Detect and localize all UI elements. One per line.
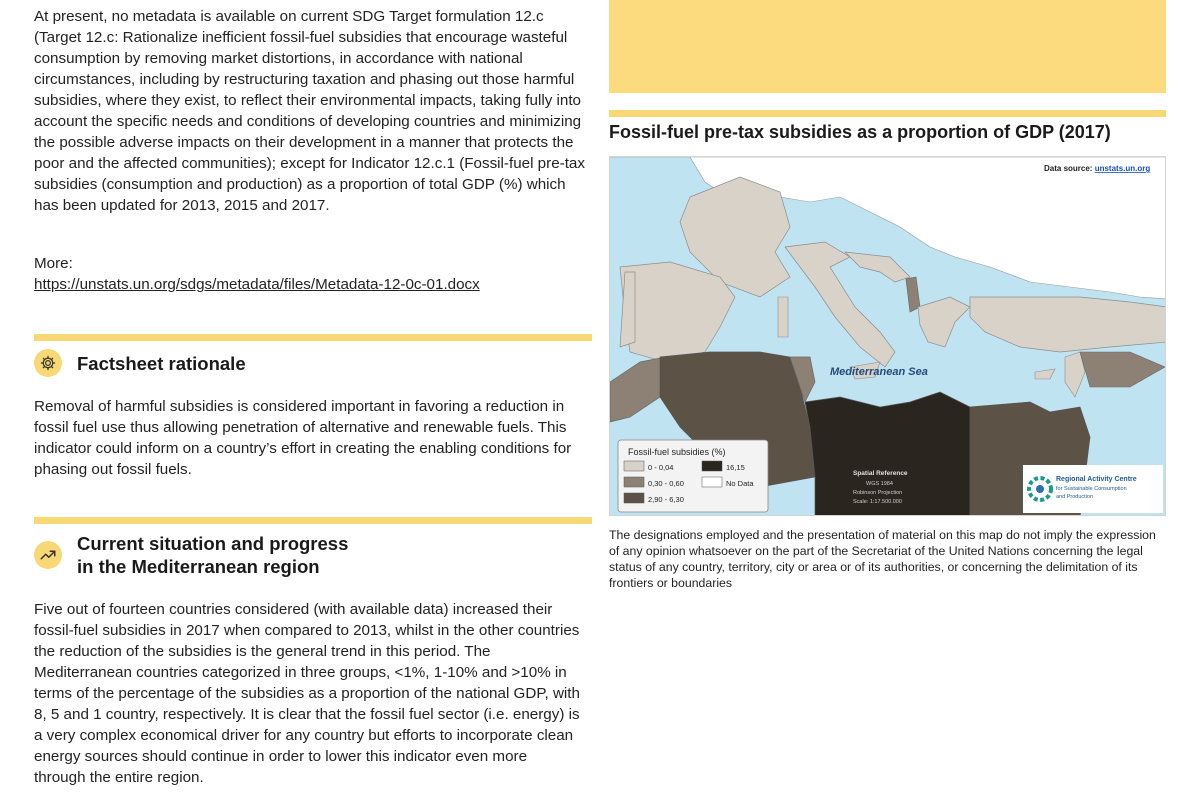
rationale-title: Factsheet rationale [77, 352, 246, 374]
spatial-reference-title: Spatial Reference [853, 470, 908, 477]
map-disclaimer: The designations employed and the presentation of material on this map do not imply the expression of any opinion whatsoever on the part of the Secretariat of the United Nations concerning the legal status of any country, territory, city or area or of its authorities, or concerning the delimitation of its frontiers or boundaries [609, 528, 1156, 590]
highlight-panel [609, 0, 1166, 93]
map-figure [609, 156, 1166, 516]
intro-paragraph: At present, no metadata is available on current SDG Target formulation 12.c (Target 12.c: Rationalize inefficient fossil-fuel subsidies that encourage wasteful consumption by removing market distortions, in accordance with national circumstances, including by restructuring taxation and phasing out those harmful subsidies, where they exist, to reflect their environmental impacts, taking fully into account the specific needs and conditions of developing countries and minimizing the possible adverse impacts on their development in a manner that protects the poor and the affected communities); except for Indicator 12.c.1 (Fossil-fuel pre-tax subsidies (consumption and production) as a proportion of total GDP (%) which has been updated for 2013, 2015 and 2017. [34, 8, 585, 214]
svg-text:Robinson Projection: Robinson Projection [853, 490, 903, 496]
situation-title-line2: in the Mediterranean region [77, 556, 320, 577]
country-libya [805, 392, 970, 516]
section-divider-situation [34, 517, 592, 524]
rationale-body: Removal of harmful subsidies is considered important in favoring a reduction in fossil fuel use thus allowing penetration of alternative and renewable fuels. This indicator could inform on a country’s effort in creating the enabling conditions for phasing out fossil fuels. [34, 398, 572, 478]
legend-label-5: 2,90 - 6,30 [648, 495, 684, 504]
legend-swatch-4 [702, 477, 722, 487]
situation-title [77, 532, 348, 578]
gear-icon [34, 349, 62, 377]
metadata-link[interactable]: https://unstats.un.org/sdgs/metadata/files/Metadata-12-0c-01.docx [34, 276, 480, 293]
rationale-header [34, 349, 246, 377]
more-label: More: [34, 255, 73, 272]
svg-text:WGS 1984: WGS 1984 [866, 481, 893, 487]
svg-text:and Production: and Production [1056, 494, 1093, 500]
situation-body: Five out of fourteen countries considered (with available data) increased their fossil-fuel subsidies in 2017 when compared to 2013, whilst in the other countries the reduction of the subsidies is the general trend in this period. The Mediterranean countries categorized in three groups, <1%, 1-10% and >10% in terms of the percentage of the subsidies as a proportion of the national GDP, with 8, 5 and 1 country, respectively. It is clear that the fossil fuel sector (i.e. energy) is a very complex economical driver for any country but efforts to incorporate clean energy sources should continue in order to lower this indicator even more through the entire region. [34, 601, 580, 786]
legend-label-2: 16,15 [726, 463, 745, 472]
svg-text:Scale: 1:17.500.000: Scale: 1:17.500.000 [853, 499, 902, 505]
svg-text:Regional Activity Centre: Regional Activity Centre [1056, 476, 1137, 483]
map-legend [618, 440, 768, 512]
svg-text:for Sustainable Consumption: for Sustainable Consumption [1056, 486, 1127, 492]
legend-swatch-5 [624, 493, 644, 503]
legend-swatch-2 [702, 461, 722, 471]
map-divider [609, 110, 1166, 117]
map-svg [610, 157, 1166, 516]
situation-title-line1: Current situation and progress [77, 533, 349, 554]
legend-title: Fossil-fuel subsidies (%) [628, 447, 726, 457]
legend-label-4: No Data [726, 479, 754, 488]
map-title: Fossil-fuel pre-tax subsidies as a proportion of GDP (2017) [609, 122, 1111, 142]
rac-logo [1023, 465, 1163, 513]
more-block [34, 253, 592, 295]
legend-label-1: 0 - 0,04 [648, 463, 674, 472]
trend-up-icon [34, 541, 62, 569]
legend-swatch-1 [624, 461, 644, 471]
legend-label-3: 0,30 - 0,60 [648, 479, 684, 488]
data-source-text: Data source: unstats.un.org [1044, 164, 1151, 173]
section-divider-rationale [34, 334, 592, 341]
situation-header [34, 532, 348, 578]
legend-swatch-3 [624, 477, 644, 487]
sea-label: Mediterranean Sea [830, 366, 928, 378]
